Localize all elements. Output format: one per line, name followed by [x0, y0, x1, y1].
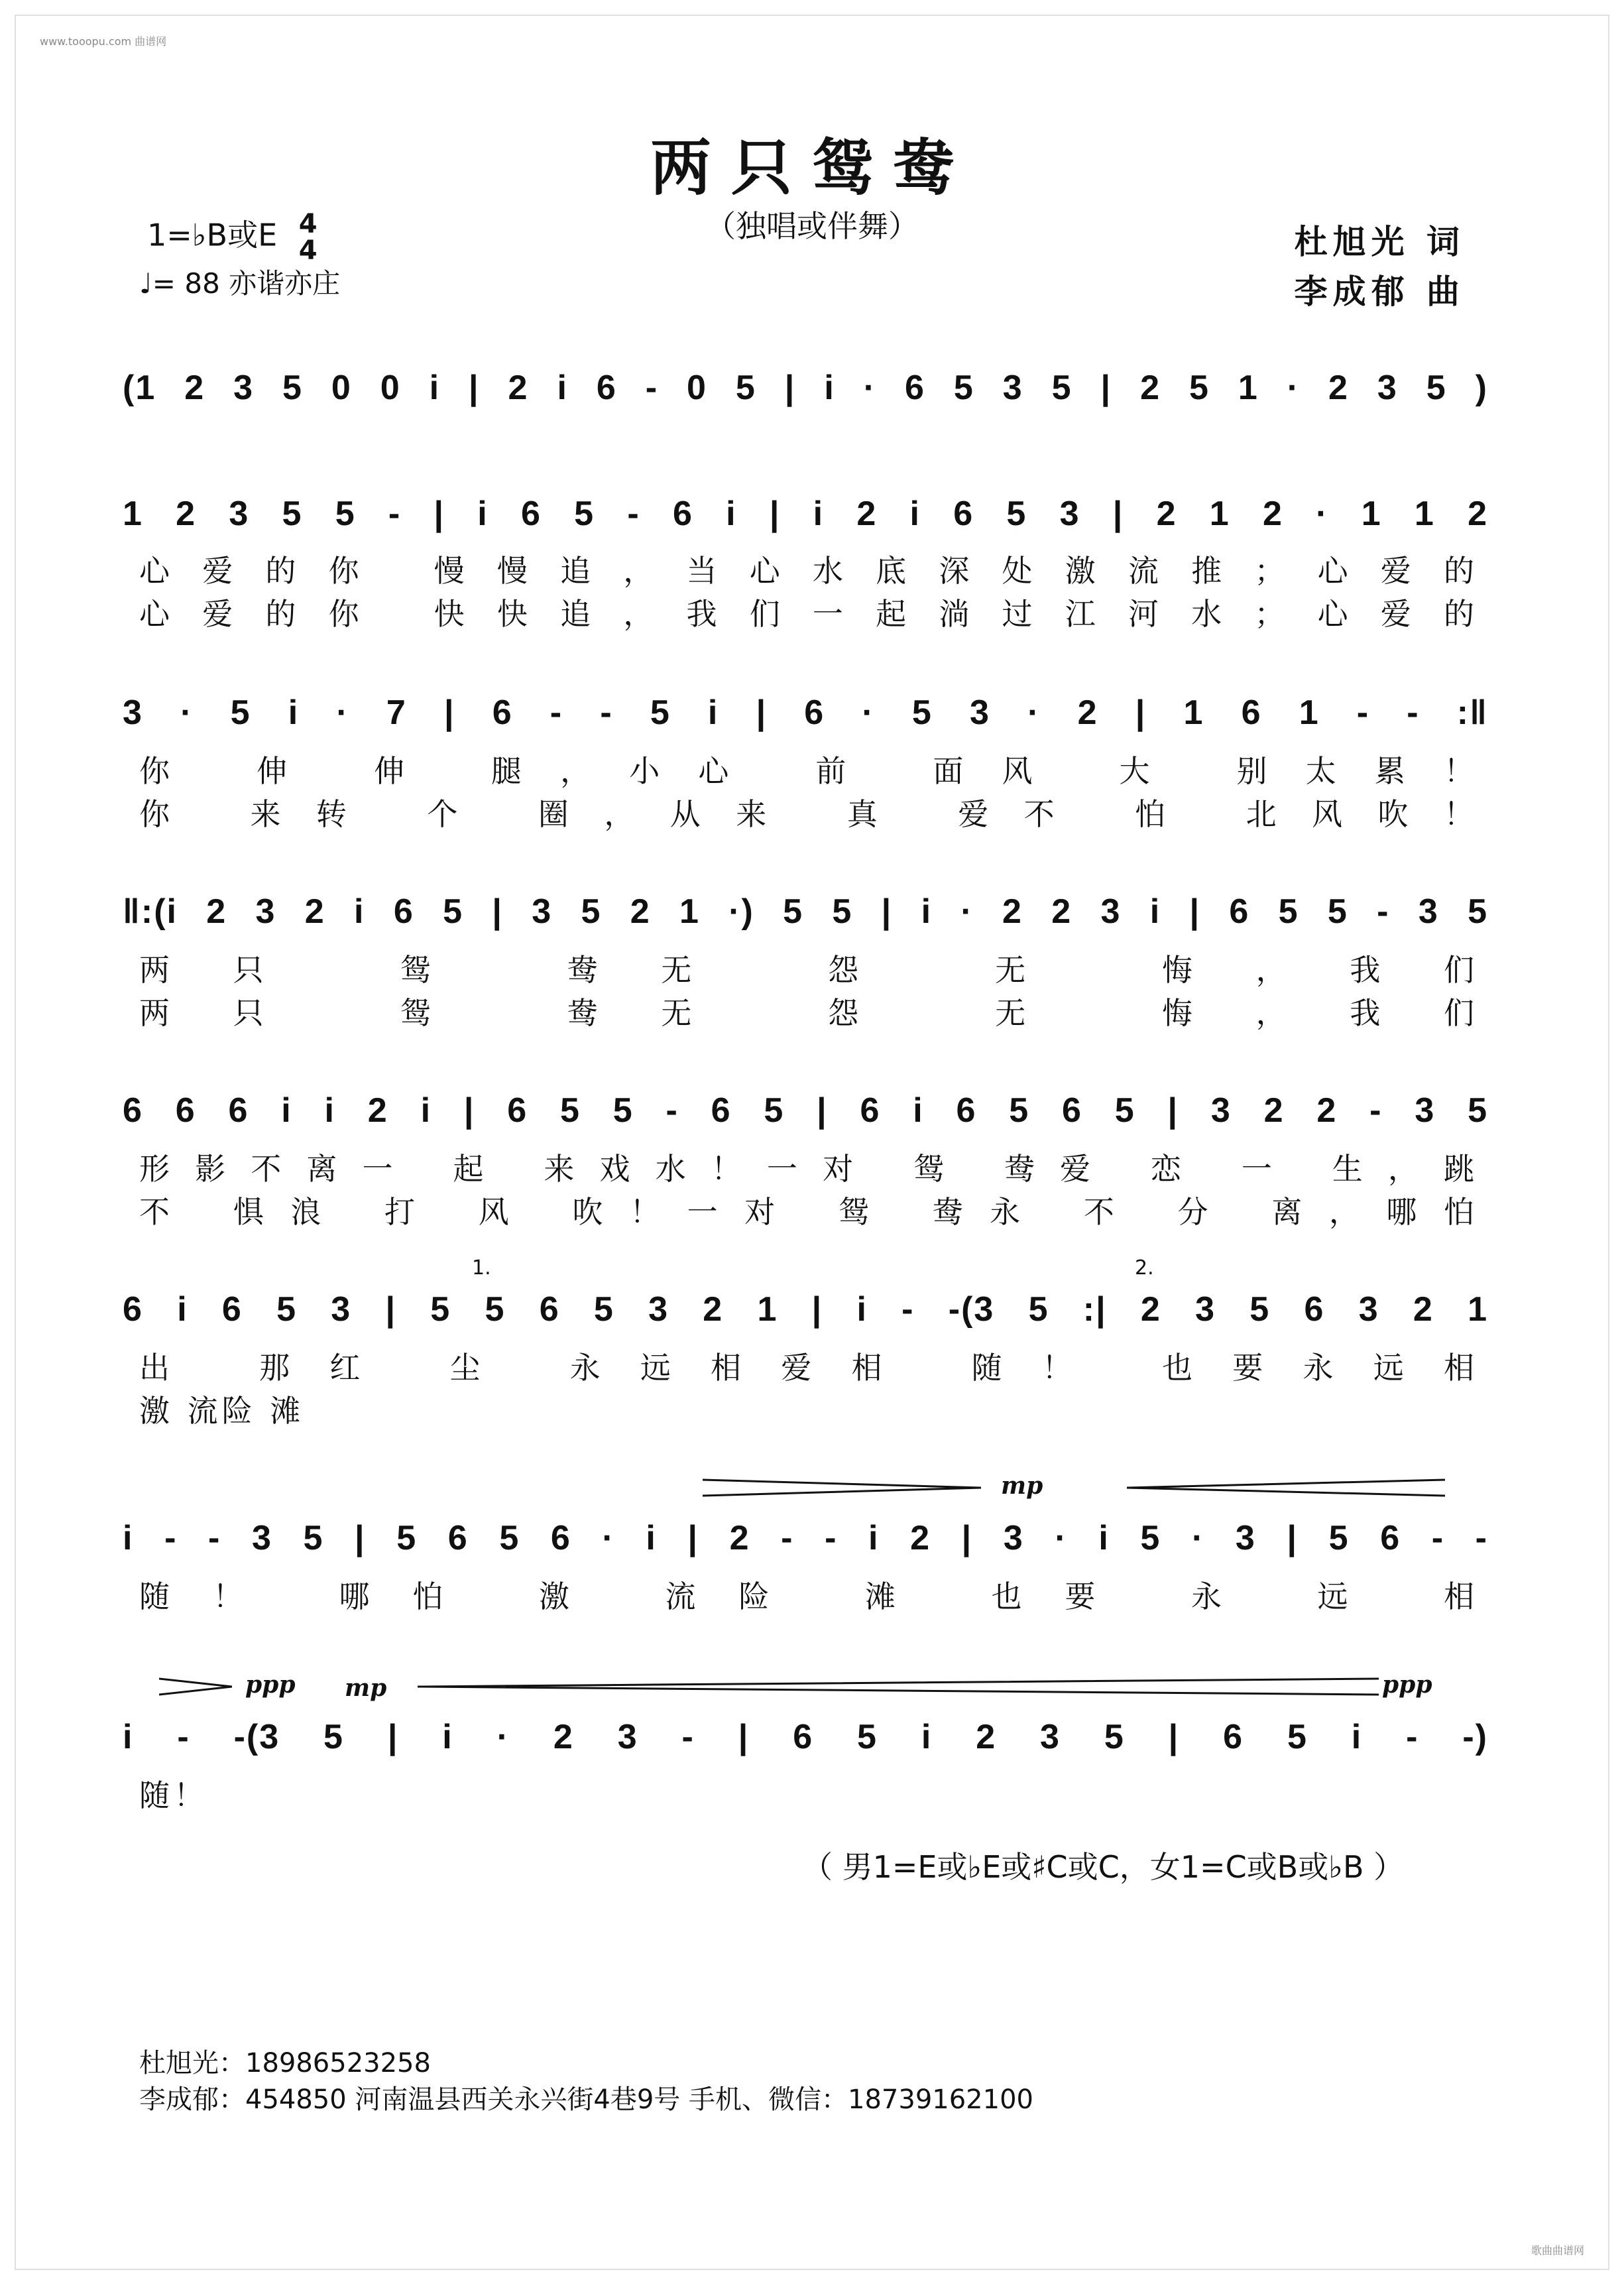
site-stamp: www.tooopu.com 曲谱网 — [40, 35, 167, 48]
lyric-verse-2: 激 流险 滩 — [139, 1393, 305, 1429]
dynamic-ppp: ppp — [245, 1671, 296, 1699]
stave-6 — [0, 1256, 1624, 1462]
lyric-verse-2: 两只 鸳 鸯无 怨 无 悔，我们 — [139, 995, 1478, 1031]
lyric-verse-1: 随！ — [139, 1777, 208, 1813]
lyric-verse-1: 形影不离一 起 来戏水！一对 鸳 鸯爱 恋 一 生，跳 — [139, 1151, 1478, 1187]
key-label: 1=♭B或E — [147, 217, 278, 253]
lyric-verse-1: 出 那红 尘 永远相爱相 随！ 也要永远相 — [139, 1350, 1478, 1386]
lyricist-credit: 杜旭光 词 — [1294, 222, 1465, 261]
lyric-verse-1: 两只 鸳 鸯无 怨 无 悔，我们 — [139, 952, 1478, 988]
decrescendo-hairpin — [1127, 1478, 1445, 1498]
key-signature — [147, 211, 318, 264]
stave-notes: (1 2 3 5 0 0 i | 2 i 6 - 0 5 | i · 6 5 3 5 | 2 5 1 · 2 3 5 ) — [123, 369, 1488, 407]
stave-7 — [0, 1472, 1624, 1691]
lyric-verse-2: 你 来转 个 圈，从来 真 爱不 怕 北风吹！ — [139, 796, 1478, 832]
composer-credit: 李成郁 曲 — [1294, 272, 1465, 311]
dynamic-ppp-2: ppp — [1382, 1671, 1432, 1699]
stave-2 — [0, 494, 1624, 666]
contact-composer: 李成郁：454850 河南温县西关永兴街4巷9号 手机、微信：18739162100 — [139, 2084, 1033, 2115]
volta-second: 2. — [1135, 1256, 1154, 1280]
volta-first: 1. — [472, 1256, 491, 1280]
stave-notes: i - - 3 5 | 5 6 5 6 · i | 2 - - i 2 | 3 · i 5 · 3 | 5 6 - - — [123, 1519, 1488, 1557]
transposition-note: （ 男1=E或♭E或♯C或C，女1=C或B或♭B ） — [802, 1849, 1405, 1885]
stave-4 — [0, 892, 1624, 1064]
lyric-verse-1: 随！ 哪怕 激 流险 滩 也要 永 远 相 — [139, 1579, 1478, 1614]
stave-notes: 6 i 6 5 3 | 5 5 6 5 3 2 1 | i - -(3 5 :| 2 3 5 6 3 2 1 — [123, 1290, 1488, 1329]
stave-notes: 1 2 3 5 5 - | i 6 5 - 6 i | i 2 i 6 5 3 | 2 1 2 · 1 1 2 — [123, 495, 1488, 533]
time-bottom: 4 — [298, 235, 318, 266]
stave-notes: 3 · 5 i · 7 | 6 - - 5 i | 6 · 5 3 · 2 | 1 6 1 - - :‖ — [123, 693, 1488, 732]
crescendo-long — [418, 1677, 1379, 1697]
stave-5 — [0, 1091, 1624, 1263]
song-subtitle: （独唱或伴舞） — [705, 208, 919, 244]
lyric-verse-2: 心爱的你 快快追，我们一起淌过江河水；心爱的 — [139, 596, 1478, 632]
contact-lyricist: 杜旭光：18986523258 — [139, 2048, 431, 2078]
time-signature — [299, 211, 318, 264]
stave-notes: i - -(3 5 | i · 2 3 - | 6 5 i 2 3 5 | 6 5 i - -) — [123, 1718, 1488, 1756]
dynamic-mp-2: mp — [345, 1674, 387, 1702]
lyric-verse-1: 心爱的你 慢慢追，当心水底深处激流推；心爱的 — [139, 553, 1478, 589]
dynamic-mp: mp — [1001, 1472, 1043, 1500]
tempo-marking: ♩= 88 亦谐亦庄 — [139, 267, 341, 300]
crescendo-hairpin — [703, 1478, 981, 1498]
time-top: 4 — [298, 209, 318, 239]
song-title: 两只鸳鸯 — [650, 132, 974, 204]
lyric-verse-2: 不 惧浪 打 风 吹！一对 鸳 鸯永 不 分 离，哪怕 — [139, 1194, 1478, 1230]
lyric-verse-1: 你 伸 伸 腿，小心 前 面风 大 别太累！ — [139, 753, 1478, 789]
stave-notes: 6 6 6 i i 2 i | 6 5 5 - 6 5 | 6 i 6 5 6 5 | 3 2 2 - 3 5 — [123, 1091, 1488, 1130]
decrescendo-hairpin-short — [159, 1677, 232, 1697]
site-stamp-bottom: 歌曲曲谱网 — [1531, 2244, 1584, 2257]
stave-notes: ‖:(i 2 3 2 i 6 5 | 3 5 2 1 ·) 5 5 | i · 2 2 3 i | 6 5 5 - 3 5 — [123, 892, 1488, 931]
stave-3 — [0, 693, 1624, 865]
